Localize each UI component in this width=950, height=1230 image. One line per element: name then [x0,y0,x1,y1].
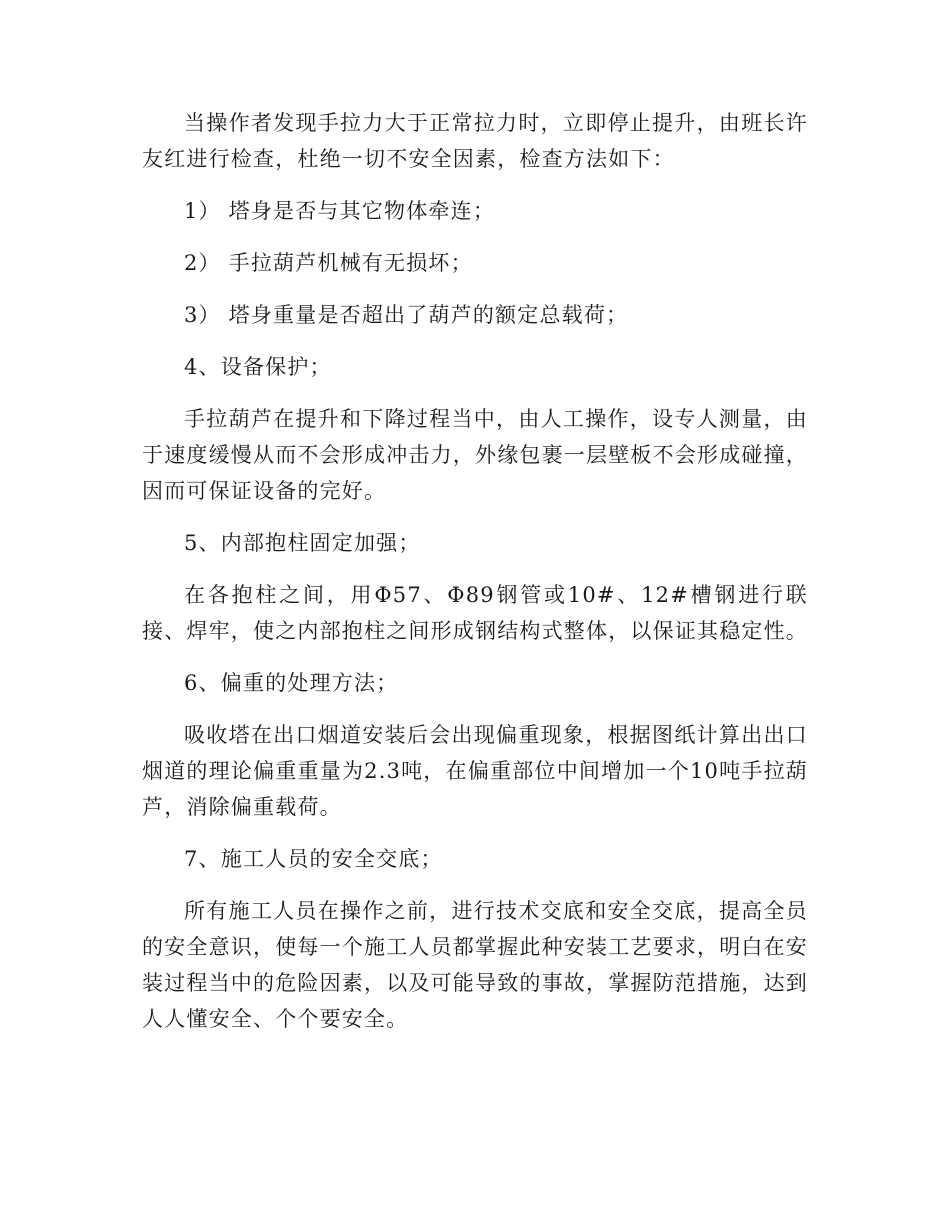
section-heading-7: 7、施工人员的安全交底； [184,847,443,871]
check-item-3: 3） 塔身重量是否超出了葫芦的额定总载荷； [184,303,629,327]
check-item-2: 2） 手拉葫芦机械有无损坏； [184,251,473,275]
paragraph-offset-weight: 吸收塔在出口烟道安装后会出现偏重现象，根据图纸计算出出口烟道的理论偏重重量为2.3吨，在偏重部位中间增加一个10吨手拉葫芦，消除偏重载荷。 [142,723,808,819]
paragraph-safety-briefing: 所有施工人员在操作之前，进行技术交底和安全交底，提高全员的安全意识，使每一个施工人员都掌握此种安装工艺要求，明白在安装过程当中的危险因素，以及可能导致的事故，掌握防范措施，达到人人懂安全、个个要安全。 [142,899,808,1031]
section-heading-4: 4、设备保护； [184,355,332,379]
paragraph-column-reinforcement: 在各抱柱之间，用Φ57、Φ89钢管或10#、12#槽钢进行联接、焊牢，使之内部抱柱之间形成钢结构式整体，以保证其稳定性。 [142,583,808,643]
document-body [142,105,808,1037]
section-heading-5: 5、内部抱柱固定加强； [184,531,421,555]
check-item-1: 1） 塔身是否与其它物体牵连； [184,199,496,223]
section-heading-6: 6、偏重的处理方法； [184,671,399,695]
paragraph-equipment-protection: 手拉葫芦在提升和下降过程当中，由人工操作，设专人测量，由于速度缓慢从而不会形成冲击力，外缘包裹一层壁板不会形成碰撞，因而可保证设备的完好。 [142,407,808,503]
paragraph-inspection-intro: 当操作者发现手拉力大于正常拉力时，立即停止提升，由班长许友红进行检查，杜绝一切不安全因素，检查方法如下： [142,111,808,171]
